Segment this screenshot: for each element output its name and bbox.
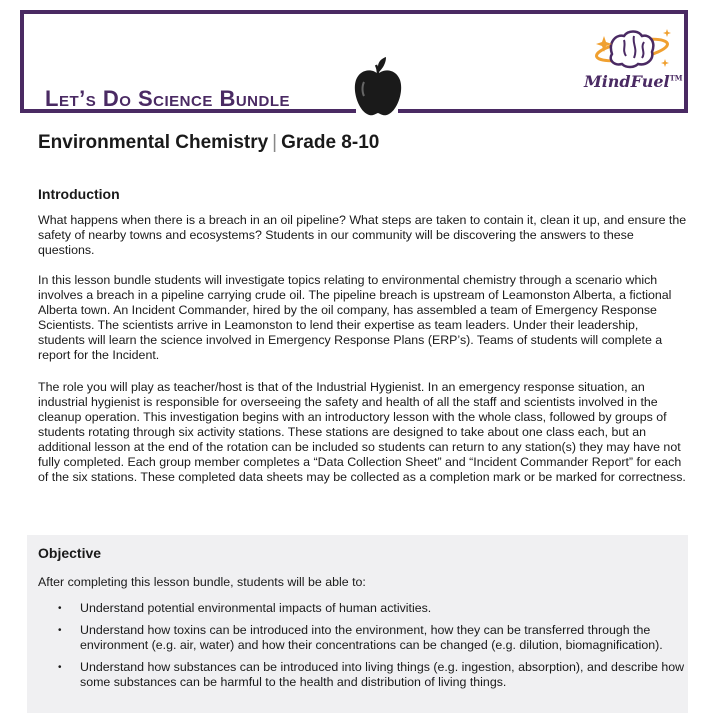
objective-heading: Objective — [38, 545, 102, 561]
title-separator: | — [272, 132, 278, 153]
grade-title: Grade 8-10 — [281, 132, 380, 153]
objective-item: • Understand how substances can be introduced into living things (e.g. ingestion, absorption), and describe how some substances can be harmful to the health and distribution of living things. — [58, 660, 688, 690]
mindfuel-logo — [584, 72, 683, 91]
subject-title: Environmental Chemistry — [38, 132, 269, 153]
objective-item: • Understand potential environmental impacts of human activities. — [58, 601, 688, 616]
page-title — [38, 132, 379, 154]
intro-paragraph-2: In this lesson bundle students will investigate topics relating to environmental chemistry through a scenario which involves a breach in a pipeline carrying crude oil. The pipeline breach is upstream of Leamonston Alberta, a fictional Alberta town. An Incident Commander, hired by the oil company, has assembled a team of Emergency Response Scientists. The scientists arrive in Leamonston to lend their expertise as team leaders. Under their leadership, students will learn the science involved in Emergency Response Plans (ERP’s). Teams of students will complete a report for the Incident. — [38, 273, 672, 362]
objective-list — [58, 601, 688, 697]
apple-icon — [352, 56, 404, 118]
intro-paragraph-3: The role you will play as teacher/host is that of the Industrial Hygienist. In an emergency response situation, an industrial hygienist is responsible for overseeing the safety and health of all the staff and scientists involved in the cleanup operation. This investigation begins with an introductory lesson with the whole class, followed by groups of students rotating through six activity stations. These stations are designed to take about one class each, but an additional lesson at the end of the rotation can be included so students can return to any station(s) they may have not fully completed. Each group member completes a “Data Collection Sheet” and “Incident Commander Report” for each of the six stations. These completed data sheets may be collected as a completion mark or be marked for correctness. — [38, 380, 686, 484]
intro-paragraph-1: What happens when there is a breach in an oil pipeline? What steps are taken to contain it, clean it up, and ensure the safety of nearby towns and ecosystems? Students in our community will be discovering the answers to these questions. — [38, 213, 687, 257]
introduction-heading: Introduction — [38, 186, 120, 202]
logo-wordmark: MindFuel — [584, 72, 670, 91]
objective-lead: After completing this lesson bundle, students will be able to: — [38, 575, 366, 589]
objective-item: • Understand how toxins can be introduced into the environment, how they can be transferred through the environment (e.g. air, water) and how their concentrations can be changed (e.g. dilution, biomagnification). — [58, 623, 688, 653]
logo-trademark: TM — [669, 73, 683, 83]
header-frame-rule — [398, 109, 688, 113]
bundle-title: Let’s Do Science Bundle — [45, 86, 291, 111]
